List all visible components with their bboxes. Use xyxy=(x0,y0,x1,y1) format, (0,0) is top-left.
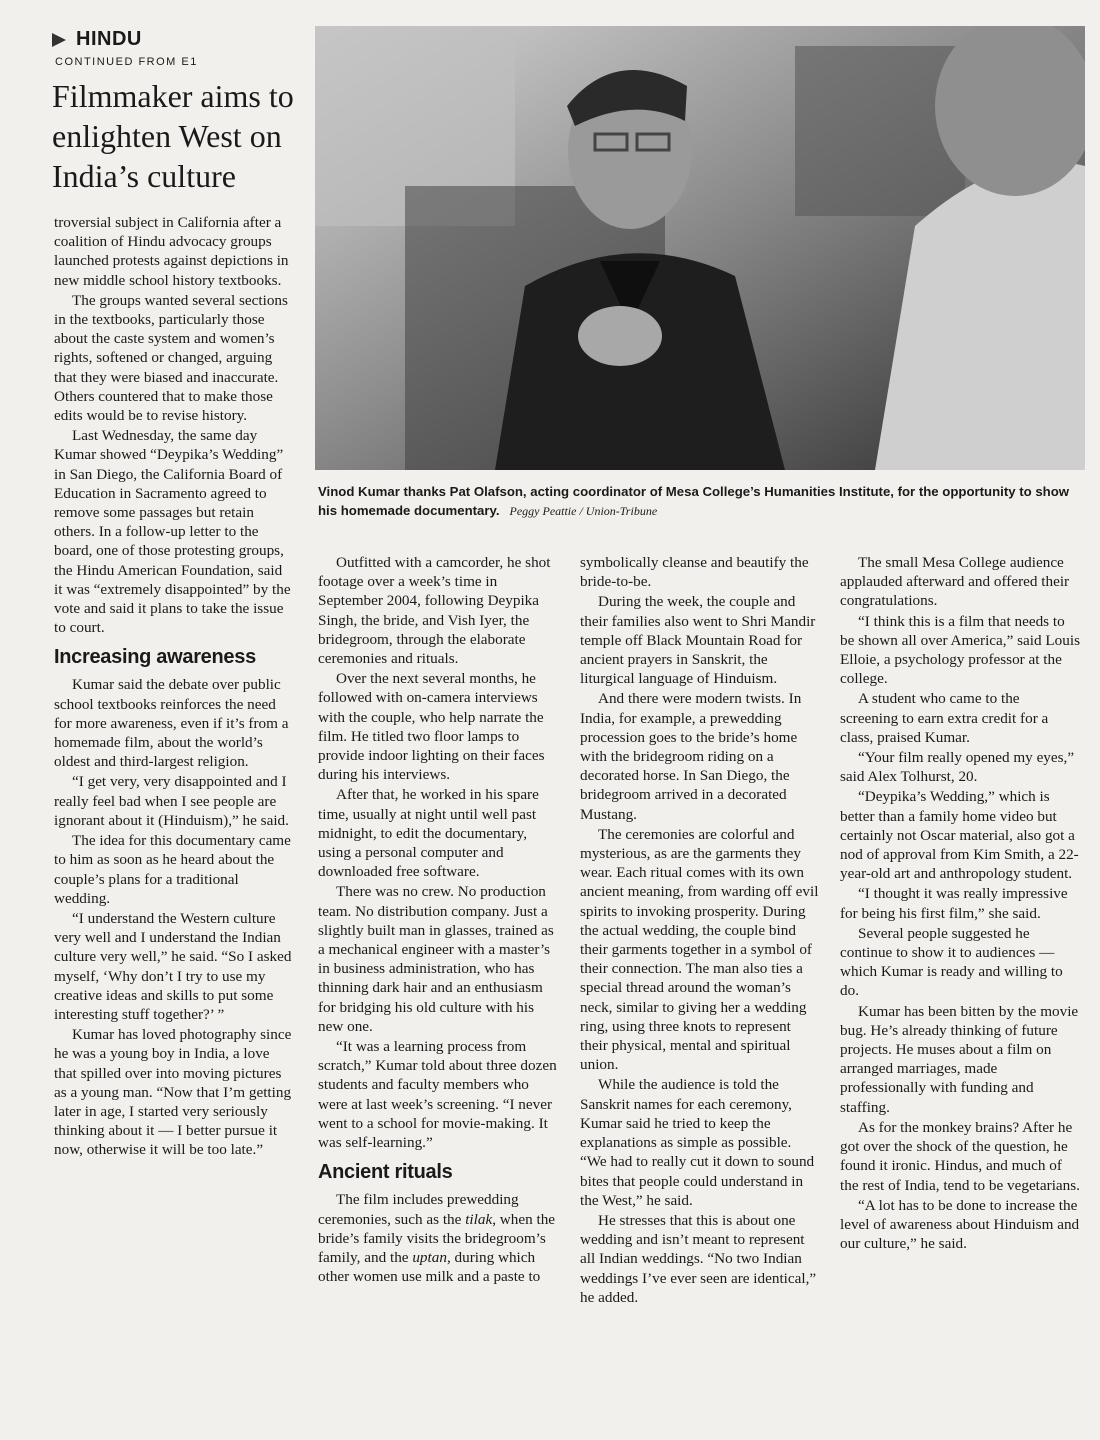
subhead-ancient-rituals: Ancient rituals xyxy=(318,1161,453,1184)
paragraph: Last Wednesday, the same day Kumar showed “Deypika’s Wedding” in San Diego, the California Board of Education in Sacramento agreed to remove some passages but retain others. In a follow-up letter to the board, one of those protesting groups, the Hindu American Foundation, said it was “extremely disappointed” by the vote and said it plans to take the issue to court. xyxy=(54,427,291,637)
text-run: , during which other women use milk and a paste to xyxy=(318,1248,541,1286)
paragraph: The small Mesa College audience applauded afterward and offered their congratulations. xyxy=(840,554,1070,610)
paragraph: “It was a learning process from scratch,” Kumar told about three dozen students and faculty members who were at last week’s screening. “I never went to a school for movie-making. It was self-learning.” xyxy=(318,1038,557,1152)
text-run: The film includes prewedding ceremonies, such as the xyxy=(318,1191,519,1228)
text-run: , when the bride’s family visits the bridegroom’s family, and the xyxy=(318,1210,556,1266)
paragraph: Outfitted with a camcorder, he shot footage over a week’s time in September 2004, following Deypika Singh, the bride, and Vish Iyer, the bridegroom, through the elaborate ceremonies and rituals. xyxy=(318,554,551,668)
paragraph: During the week, the couple and their families also went to Shri Mandir temple off Black Mountain Road for ancient prayers in Sanskrit, the liturgical language of Hinduism. xyxy=(580,593,816,688)
arrow-icon xyxy=(52,33,66,47)
paragraph: And there were modern twists. In India, for example, a prewedding procession goes to the bride’s home with the bridegroom riding on a decorated horse. In San Diego, the bridegroom arrived in a decorated Mustang. xyxy=(580,690,802,823)
headline: Filmmaker aims to enlighten West on India’s culture xyxy=(52,78,294,194)
paragraph: “I get very, very disappointed and I really feel bad when I see people are ignorant about it (Hinduism),” he said. xyxy=(54,773,289,829)
article-column-4 xyxy=(840,553,1080,1253)
paragraph: The idea for this documentary came to him as soon as he heard about the couple’s plans for a traditional wedding. xyxy=(54,832,291,907)
paragraph: “A lot has to be done to increase the level of awareness about Hinduism and our culture,” he said. xyxy=(840,1196,1080,1253)
continued-line: CONTINUED FROM E1 xyxy=(55,56,198,68)
paragraph: Kumar has been bitten by the movie bug. He’s already thinking of future projects. He muses about a film on arranged marriages, made professionally with funding and staffing. xyxy=(840,1002,1079,1116)
paragraph: After that, he worked in his spare time, usually at night until well past midnight, to edit the documentary, using a personal computer and downloaded free software. xyxy=(318,786,539,881)
paragraph: Several people suggested he continue to show it to audiences — which Kumar is ready and willing to do. xyxy=(840,924,1063,1000)
article-column-2 xyxy=(318,553,558,1286)
paragraph: Over the next several months, he followed with on-camera interviews with the couple, who help narrate the film. He titled two floor lamps to provide indoor lighting on their faces during his interviews. xyxy=(318,670,545,784)
italic-term-uptan: uptan xyxy=(412,1248,447,1266)
paragraph: Kumar said the debate over public school textbooks reinforces the need for more awareness, even if it’s from a homemade film, about the world’s oldest and third-largest religion. xyxy=(54,676,289,771)
paragraph: “Deypika’s Wedding,” which is better than a family home video but certainly not Oscar material, also got a nod of approval from Kim Smith, a 22-year-old art and anthropology student. xyxy=(840,788,1079,883)
paragraph: troversial subject in California after a coalition of Hindu advocacy groups launched protests against depictions in new middle school history textbooks. xyxy=(54,214,289,289)
article-column-3 xyxy=(580,553,820,1307)
paragraph: While the audience is told the Sanskrit names for each ceremony, Kumar said he tried to keep the explanations as simple as possible. “We had to really cut it down to sound bites that people could understand in the West,” he said. xyxy=(580,1076,815,1209)
paragraph: As for the monkey brains? After he got over the shock of the question, he found it ironic. Hindus, and much of the rest of India, tend to be vegetarians. xyxy=(840,1118,1080,1194)
section-name: HINDU xyxy=(76,28,142,50)
article-column-1 xyxy=(54,213,294,1160)
paragraph: “Your film really opened my eyes,” said Alex Tolhurst, 20. xyxy=(840,749,1075,786)
paragraph: He stresses that this is about one wedding and isn’t meant to represent all Indian weddings. “No two Indian weddings I’ve ever seen are identical,” he added. xyxy=(580,1211,817,1306)
paragraph xyxy=(318,1190,558,1286)
section-label xyxy=(52,28,142,51)
paragraph: “I think this is a film that needs to be shown all over America,” said Louis Elloie, a psychology professor at the college. xyxy=(840,612,1080,688)
caption-text: Vinod Kumar thanks Pat Olafson, acting coordinator of Mesa College’s Humanities Institute, for the opportunity to show his homemade documentary. xyxy=(318,484,1070,518)
italic-term-tilak: tilak xyxy=(465,1210,493,1228)
paragraph: “I thought it was really impressive for being his first film,” she said. xyxy=(840,885,1068,922)
paragraph: There was no crew. No production team. No distribution company. Just a slightly built man in glasses, trained as a mechanical engineer with a master’s in business administration, who has thinning dark hair and an enthusiasm for bridging his old culture with his new one. xyxy=(318,883,554,1035)
paragraph: The groups wanted several sections in the textbooks, particularly those about the caste system and women’s rights, softened or changed, arguing that they were biased and inaccurate. Others countered that to make those edits would be to revise history. xyxy=(54,291,288,425)
paragraph: “I understand the Western culture very well and I understand the Indian culture very well,” he said. “So I asked myself, ‘Why don’t I try to use my creative ideas and skills to put some interesting stuff together?’ ” xyxy=(54,909,292,1023)
photo-credit: Peggy Peattie / Union-Tribune xyxy=(509,504,658,518)
paragraph: Kumar has loved photography since he was a young boy in India, a love that spilled over into moving pictures as a young man. “Now that I’m getting later in age, I started very seriously thinking about it — I better pursue it now, otherwise it will be too late.” xyxy=(54,1026,292,1159)
photo-caption xyxy=(318,482,1088,521)
photo-illustration xyxy=(315,26,1085,470)
paragraph: The ceremonies are colorful and mysterious, as are the garments they wear. Each ritual comes with its own ancient meaning, from warding off evil spirits to invoking prosperity. During the actual wedding, the couple bind their garments together in a symbol of their connection. The man also ties a special thread around the woman’s neck, similar to giving her a wedding ring, using three knots to represent their physical, mental and spiritual union. xyxy=(580,825,819,1074)
paragraph: A student who came to the screening to earn extra credit for a class, praised Kumar. xyxy=(840,690,1049,746)
paragraph: symbolically cleanse and beautify the bride-to-be. xyxy=(580,554,809,591)
subhead-increasing-awareness: Increasing awareness xyxy=(54,646,256,669)
news-photo xyxy=(315,26,1085,470)
